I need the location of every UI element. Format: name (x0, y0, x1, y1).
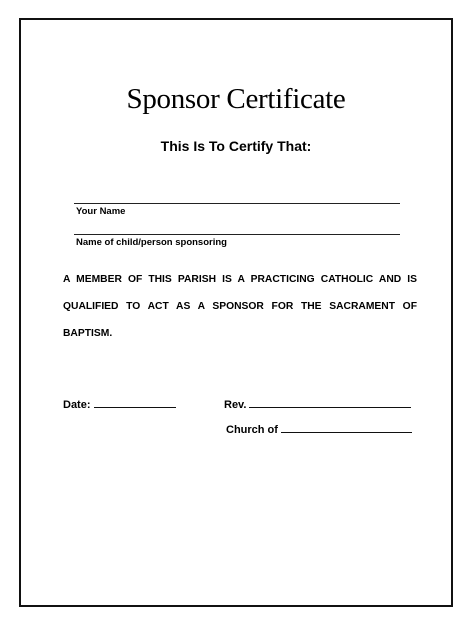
your-name-label: Your Name (76, 206, 126, 217)
rev-blank[interactable] (249, 397, 411, 408)
certificate-subtitle: This Is To Certify That: (160, 138, 312, 154)
child-name-line[interactable] (74, 234, 400, 235)
date-label: Date: (63, 399, 91, 411)
date-field (63, 397, 176, 411)
church-label: Church of (226, 424, 278, 436)
certification-statement: A MEMBER OF THIS PARISH IS A PRACTICING CATHOLIC AND IS QUALIFIED TO ACT AS A SPONSOR FOR THE SACRAMENT OF BAPTISM. (63, 274, 417, 339)
certificate-page (19, 18, 453, 607)
child-name-label: Name of child/person sponsoring (76, 237, 227, 248)
date-blank[interactable] (94, 397, 176, 408)
rev-field (224, 397, 411, 411)
certificate-title: Sponsor Certificate (126, 83, 346, 115)
your-name-line[interactable] (74, 203, 400, 204)
rev-label: Rev. (224, 399, 247, 411)
church-field (226, 422, 412, 436)
church-blank[interactable] (281, 422, 412, 433)
